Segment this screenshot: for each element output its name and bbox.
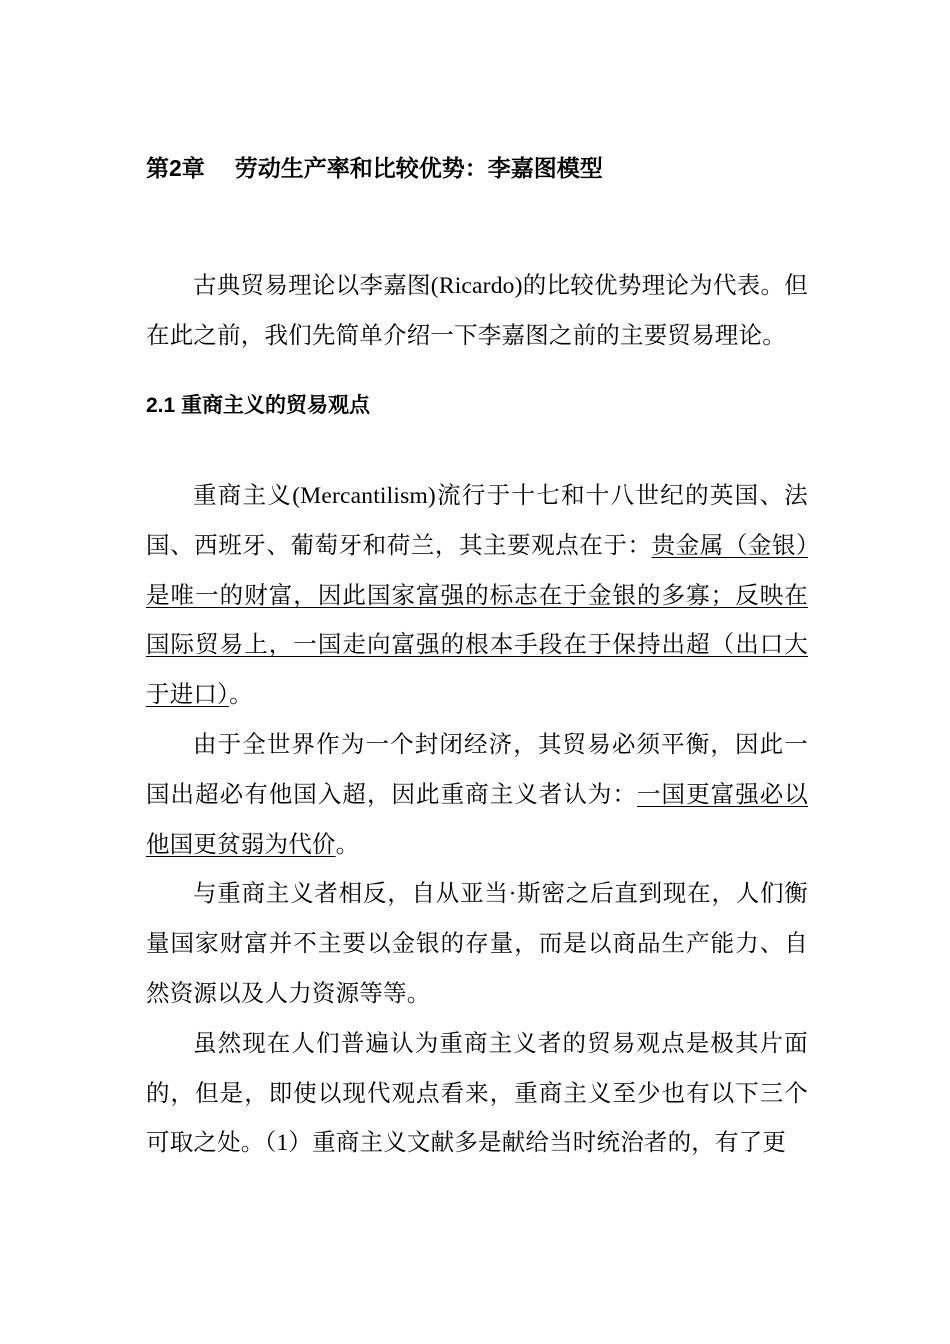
section-heading: 2.1 重商主义的贸易观点: [146, 394, 371, 417]
chapter-heading: [146, 150, 603, 186]
intro-paragraph: 古典贸易理论以李嘉图(Ricardo)的比较优势理论为代表。但在此之前，我们先简单介绍一下李嘉图之前的主要贸易理论。: [146, 273, 808, 349]
paragraph-merits: 虽然现在人们普遍认为重商主义者的贸易观点是极其片面的，但是，即使以现代观点看来，重商主义至少也有以下三个可取之处。（1）重商主义文献多是献给当时统治者的，有了更: [146, 1030, 808, 1157]
paragraph-text: 。: [229, 682, 253, 709]
intro-block: [146, 262, 808, 362]
paragraph-text: 由于全世界作为一个封闭经济，其贸易必须平衡，因此一国出超必有他国入超，因此重商主义者认为：: [146, 731, 808, 808]
paragraph-mercantilism-definition: [146, 472, 808, 721]
underlined-text: 贵金属（金银）是唯一的财富，因此国家富强的标志在于金银的多寡；反映在国际贸易上，一国走向富强的根本手段在于保持出超（出口大于进口）: [146, 532, 808, 709]
underlined-text: 一国更富强必以他国更贫弱为代价: [146, 781, 808, 858]
paragraph-text: 。: [335, 831, 360, 858]
section-body: [146, 472, 808, 1169]
paragraph-closed-economy: [146, 721, 808, 870]
chapter-title: 劳动生产率和比较优势：李嘉图模型: [234, 155, 603, 181]
paragraph-text: 重商主义(Mercantilism)流行于十七和十八世纪的英国、法国、西班牙、葡萄牙和荷兰，其主要观点在于：: [146, 483, 808, 559]
chapter-number: 第2章: [146, 155, 205, 181]
paragraph-adam-smith: 与重商主义者相反，自从亚当·斯密之后直到现在，人们衡量国家财富并不主要以金银的存量，而是以商品生产能力、自然资源以及人力资源等等。: [146, 881, 808, 1007]
